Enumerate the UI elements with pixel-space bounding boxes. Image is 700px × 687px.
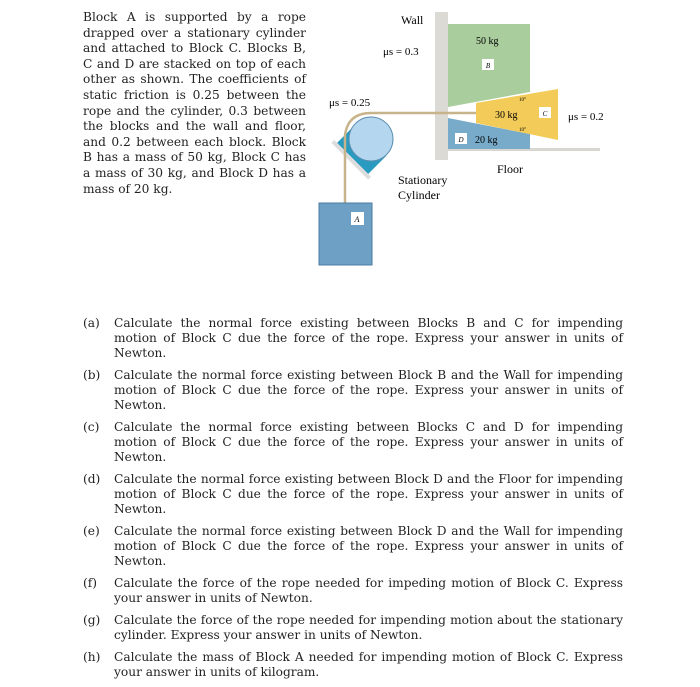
label-c: C xyxy=(542,110,548,118)
question-label: (c) xyxy=(83,420,100,434)
question-d xyxy=(83,472,623,517)
floor-label: Floor xyxy=(497,162,524,176)
question-label: (a) xyxy=(83,316,100,330)
questions-list xyxy=(83,316,623,687)
mu-block: μs = 0.2 xyxy=(568,111,604,123)
b-mass: 50 kg xyxy=(476,36,499,47)
d-mass: 20 kg xyxy=(475,135,498,146)
angle-bottom: 10° xyxy=(519,128,526,133)
question-text: Calculate the force of the rope needed for impeding motion of Block C. Express your answer in units of Newton. xyxy=(114,576,623,605)
wall-label: Wall xyxy=(401,13,424,27)
cylinder-label-1: Stationary xyxy=(398,173,448,187)
question-f xyxy=(83,576,623,606)
mu-wall: μs = 0.3 xyxy=(383,46,419,58)
label-b: B xyxy=(485,62,491,70)
question-label: (d) xyxy=(83,472,101,486)
question-text: Calculate the normal force existing between Block D and the Wall for impending motion of Block C due the force of the rope. Express your answer in units of Newton. xyxy=(114,524,623,568)
mu-rope: μs = 0.25 xyxy=(329,97,371,109)
question-label: (f) xyxy=(83,576,98,590)
question-text: Calculate the mass of Block A needed for impending motion of Block C. Express your answer in units of kilogram. xyxy=(114,650,623,679)
question-c xyxy=(83,420,623,465)
question-text: Calculate the normal force existing between Block D and the Floor for impending motion of Block C due the force of the rope. Express your answer in units of Newton. xyxy=(114,472,623,516)
question-e xyxy=(83,524,623,569)
question-label: (h) xyxy=(83,650,101,664)
question-text: Calculate the normal force existing between Blocks B and C for impending motion of Block C due the force of the rope. Express your answer in units of Newton. xyxy=(114,316,623,360)
question-b xyxy=(83,368,623,413)
question-text: Calculate the normal force existing between Blocks C and D for impending motion of Block C due the force of the rope. Express your answer in units of Newton. xyxy=(114,420,623,464)
question-label: (b) xyxy=(83,368,101,382)
question-text: Calculate the normal force existing between Block B and the Wall for impending motion of Block C due the force of the rope. Express your answer in units of Newton. xyxy=(114,368,623,412)
cylinder-label-2: Cylinder xyxy=(398,188,440,202)
angle-top: 10° xyxy=(519,98,526,103)
problem-statement: Block A is supported by a rope drapped over a stationary cylinder and attached to Block C. Blocks B, C and D are stacked on top of each other as shown. The coefficients of static friction is 0.25 between the rope and the cylinder, 0.3 between the blocks and the wall and floor, and 0.2 between each block. Block B has a mass of 50 kg, Block C has a mass of 30 kg, and Block D has a mass of 20 kg. xyxy=(83,10,306,196)
label-a: A xyxy=(354,215,360,224)
question-label: (g) xyxy=(83,613,101,627)
question-a xyxy=(83,316,623,361)
diagram xyxy=(0,0,700,300)
question-label: (e) xyxy=(83,524,100,538)
c-mass: 30 kg xyxy=(495,110,518,121)
stationary-cylinder xyxy=(349,117,393,161)
wall xyxy=(435,12,448,160)
question-g xyxy=(83,613,623,643)
question-text: Calculate the force of the rope needed for impending motion about the stationary cylinder. Express your answer in units of Newton. xyxy=(114,613,623,642)
block-a xyxy=(319,203,372,265)
label-d: D xyxy=(458,136,464,144)
